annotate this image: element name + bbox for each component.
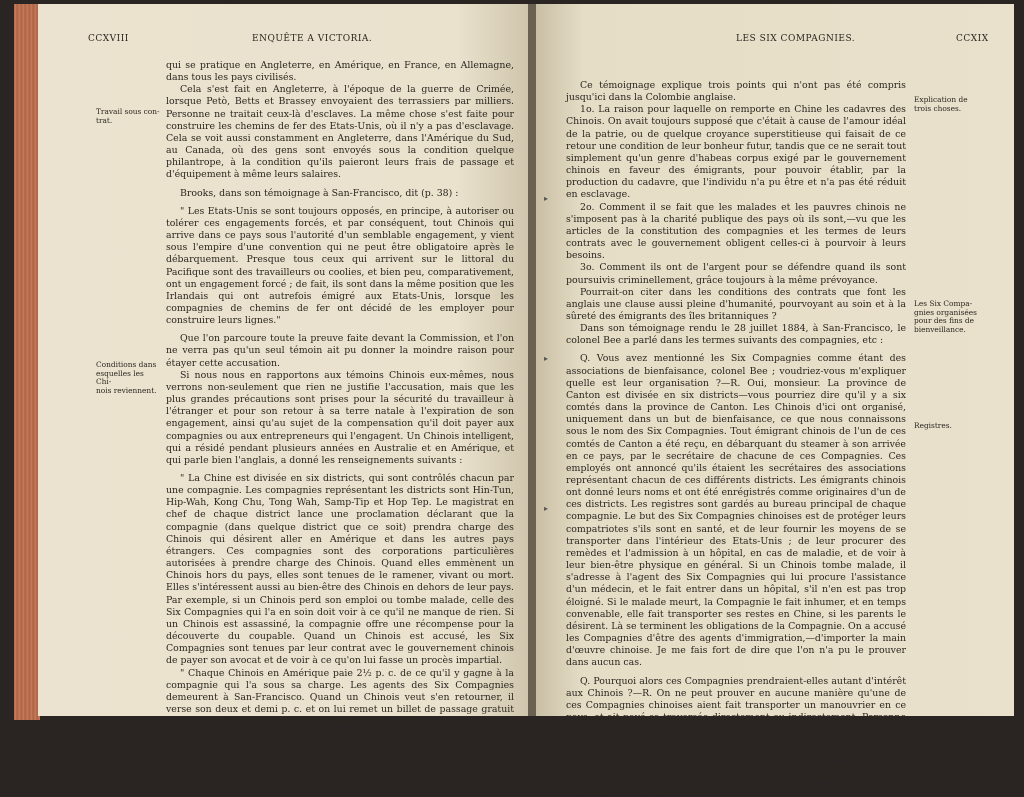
arrow-mark: ▸ (544, 504, 548, 513)
paragraph: 1o. La raison pour laquelle on remporte en Chine les cadavres des Chinois. On avait toujours supposé que c'était à cause de l'amour idéal de la patrie, ou de quelque croyance superstitieuse qui faisait de ce retour une condition de leur bonheur futur, tandis que ce ne serait tout simplement qu'un genre d'habeas corpus exigé par le gouvernement chinois en faveur des émigrants, pour pouvoir établir, par la production du cadavre, que l'individu n'a pu être et n'a pas été réduit en esclavage. (566, 104, 906, 201)
margin-note: Explication de trois choses. (914, 96, 1010, 113)
margin-note: Les Six Compa- gnies organisées pour des fins de bienveillance. (914, 300, 1010, 334)
margin-note: Conditions dans esquelles les Chi- nois reviennent. (96, 361, 160, 395)
paragraph: Ce témoignage explique trois points qui n'ont pas été compris jusqu'ici dans la Colombie anglaise. (566, 80, 906, 104)
paragraph: Cela s'est fait en Angleterre, à l'époque de la guerre de Crimée, lorsque Petò, Betts et Brassey envoyaient des terrassiers par milliers. Personne ne traitait ceux-là d'esclaves. La même chose s'est faite pour construire les chemins de fer des Etats-Unis, où il n'y a pas d'esclavage. Cela se voit aussi constamment en Angleterre, dans l'Amérique du Sud, au Canada, où des gens sont envoyés sous la condition quelque philantrope, à la condition qu'ils paieront leurs frais de passage et d'équipement à même leurs salaires. (166, 84, 514, 181)
right-body-text (566, 80, 906, 797)
left-running-title: ENQUÊTE A VICTORIA. (252, 34, 372, 44)
margin-note: Registres. (914, 422, 1010, 431)
margin-note: Travail sous con- trat. (96, 108, 160, 125)
paragraph: Si nous nous en rapportons aux témoins Chinois eux-mêmes, nous verrons non-seulement que rien ne justifie l'accusation, mais que les plus grandes précautions sont prises pour la sécurité du travailleur à l'étranger et pour son retour à sa terre natale à l'expiration de son engagement, ainsi qu'au sujet de la compensation qu'il doit payer aux compagnies ou aux entrepreneurs qui l'engagent. Un Chinois intelligent, qui a résidé pendant plusieurs années en Australie et en Amérique, et qui parle bien l'anglais, a donné les renseignements suivants : (166, 370, 514, 467)
quotation: " Chaque Chinois en Amérique paie 2½ p. c. de ce qu'il y gagne à la compagnie qui l'a sous sa charge. Les agents des Six Compagnies demeurent à San-Francisco. Quand un Chinois veut s'en retourner, il verse son deux et demi p. c. et on lui remet un billet de passage gratuit jusqu'en Chine. Les compagnies le ramènent sans frais." (166, 668, 514, 729)
right-page (536, 4, 1014, 716)
testimony-qa: Q. Pourquoi alors ces Compagnies prendraient-elles autant d'intérêt aux Chinois ?—R. On ne peut prouver en aucune manière qu'une de ces Compagnies chinoises aient fait transporter un manouvrier en ce pays, et ait payé sa traversée directement ou indirectement. Personne ne peut prouver qu'elles aient retiré un dollar de son salaire pour se l'approprier. On ne peut démontrer qu'un dollar ait été exigée de lui comme honoraires jusqu'à son départ de ce pays. Avant de retourner en Chine, il se rend au bureau principal de sa Compagnie et acquitte sa redevance comme membre de la Compagnie ; cette somme varie entre $2.50 et $10. Les Compa- (566, 676, 906, 797)
quotation: " Les Etats-Unis se sont toujours opposés, en principe, à autoriser ou tolérer ces engagements forcés, et par conséquent, tout Chinois qui arrive dans ce pays sous l'autorité d'un semblable engagement, y vient sous l'empire d'une convention qui ne peut être obligatoire après le débarquement. Presque tous ceux qui arrivent sur le littoral du Pacifique sont des travailleurs ou coolies, et bien peu, comparativement, ont un engagement forcé ; de fait, ils sont dans la même position que les Irlandais qui ont autrefois émigré aux Etats-Unis, lorsque les compagnies de chemins de fer ont décidé de les employer pour construire leurs lignes." (166, 206, 514, 328)
paragraph: Dans son témoignage rendu le 28 juillet 1884, à San-Francisco, le colonel Bee a parlé dans les termes suivants des compagnies, etc : (566, 323, 906, 347)
paragraph: 2o. Comment il se fait que les malades et les pauvres chinois ne s'imposent pas à la charité publique des pays où ils sont,—vu que les articles de la constitution des compagnies et les termes de leurs contrats avec le gouvernement obligent celles-ci à pourvoir à leurs besoins. (566, 202, 906, 263)
paragraph: Brooks, dans son témoignage à San-Francisco, dit (p. 38) : (166, 188, 514, 200)
left-page (38, 4, 530, 716)
right-running-title: LES SIX COMPAGNIES. (736, 34, 855, 44)
testimony-qa: Q. Vous avez mentionné les Six Compagnies comme étant des associations de bienfaisance, colonel Bee ; voudriez-vous m'expliquer quelle est leur organisation ?—R. Oui, monsieur. La province de Canton est divisée en six districts—vous pourriez dire qu'il y a six comtés dans la province de Canton. Les Chinois d'ici ont organisé, uniquement dans un but de bienfaisance, ce que nous connaissons sous le nom des Six Compagnies. Tout émigrant chinois de l'un de ces comtés de Canton a été reçu, en débarquant du steamer à son arrivée en ce pays, par le secrétaire de chacune de ces Compagnies. Ces employés ont annoncé qu'ils étaient les secrétaires des associations représentant chacun de ces différents districts. Les émigrants chinois ont donné leurs noms et ont été enrégistrés comme originaires d'un de ces districts. Les registres sont gardés au bureau principal de chaque compagnie. Le but des Six Compagnies chinoises est de protéger leurs compatriotes s'ils sont en santé, et de leur fournir les moyens de se transporter dans l'intérieur des Etats-Unis ; de leur procurer des remèdes et l'admission à un hôpital, en cas de maladie, et de voir à leur bien-être physique en général. Si un Chinois tombe malade, il s'adresse à l'agent des Six Compagnies qui lui procure l'assistance d'un médecin, et le fait entrer dans un hôpital, s'il n'en est pas trop éloigné. Si le malade meurt, la Compagnie le fait inhumer, et en temps convenable, elle fait transporter ses restes en Chine, si les parents le désirent. Là se terminent les obligations de la Compagnie. On a accusé les Compagnies d'être des agents d'immigration,—d'importer la main d'œuvre chinoise. Je me fais fort de dire que l'on n'a pu le prouver dans aucun cas. (566, 353, 906, 669)
quotation: " La Chine est divisée en six districts, qui sont contrôlés chacun par une compagnie. Les compagnies représentant les districts sont Hin-Tun, Hip-Wah, Kong Chu, Tong Wah, Samp-Tip et Hop Tep. Le magistrat en chef de chaque district lance une proclamation déclarant que la compagnie (dans quelque district que ce soit) prendra charge des Chinois qui désirent aller en Amérique et dans les autres pays étrangers. Ces compagnies sont des corporations particulières autorisées à prendre charge des Chinois. Quand elles emmènent un Chinois hors du pays, elles sont tenues de le ramener, vivant ou mort. Elles s'intéressent aussi au bien-être des Chinois en dehors de leur pays. Par exemple, si un Chinois perd son emploi ou tombe malade, celle des Six Compagnies qui l'a en soin doit voir à ce qu'il ne manque de rien. Si un Chinois est assassiné, la compagnie offre une récompense pour la découverte du coupable. Quand un Chinois est accusé, les Six Compagnies sont tenues par leur contrat avec le gouvernement chinois de payer son avocat et de voir à ce qu'on lui fasse un procès impartial. (166, 473, 514, 668)
left-page-number: CCXVIII (88, 34, 129, 44)
arrow-mark: ▸ (544, 194, 548, 203)
arrow-mark: ▸ (544, 354, 548, 363)
paragraph: Pourrait-on citer dans les conditions des contrats que font les anglais une clause aussi pleine d'humanité, pourvoyant au soin et à la sûreté des émigrants des îles britanniques ? (566, 287, 906, 323)
right-page-number: CCXIX (956, 34, 989, 44)
paragraph: 3o. Comment ils ont de l'argent pour se défendre quand ils sont poursuivis criminellement, grâce toujours à la même prévoyance. (566, 262, 906, 286)
page-edges (14, 4, 40, 720)
left-body-text (166, 60, 514, 728)
paragraph: qui se pratique en Angleterre, en Amérique, en France, en Allemagne, dans tous les pays civilisés. (166, 60, 514, 84)
paragraph: Que l'on parcoure toute la preuve faite devant la Commission, et l'on ne verra pas qu'un seul témoin ait pu donner la moindre raison pour étayer cette accusation. (166, 333, 514, 369)
